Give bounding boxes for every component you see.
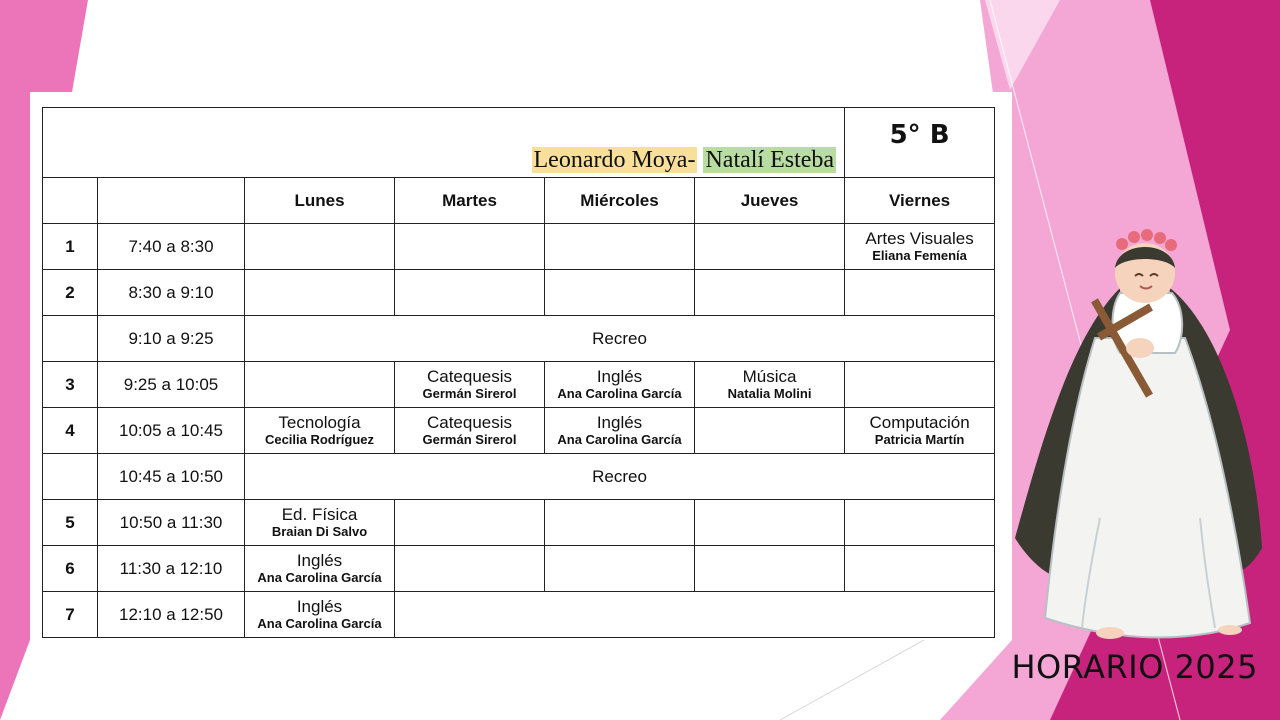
class-cell <box>695 362 845 408</box>
class-cell <box>245 546 395 592</box>
empty-cell <box>98 178 245 224</box>
table-header-row <box>43 108 995 178</box>
teacher-name: Cecilia Rodríguez <box>264 432 375 447</box>
period-time: 11:30 a 12:10 <box>98 546 245 592</box>
table-row <box>43 454 995 500</box>
teacher-name: Eliana Femenía <box>872 248 967 263</box>
table-row <box>43 408 995 454</box>
class-cell <box>545 224 695 270</box>
period-time: 10:05 a 10:45 <box>98 408 245 454</box>
class-cell <box>245 592 395 638</box>
teacher-name-2: Natalí Esteba <box>705 147 835 173</box>
table-row <box>43 546 995 592</box>
day-header-lunes: Lunes <box>245 178 395 224</box>
day-header-martes: Martes <box>395 178 545 224</box>
class-cell <box>245 408 395 454</box>
table-row <box>43 362 995 408</box>
class-cell <box>545 362 695 408</box>
table-row <box>43 500 995 546</box>
recess-cell: Recreo <box>245 316 995 362</box>
empty-cell <box>43 178 98 224</box>
recess-cell: Recreo <box>245 454 995 500</box>
period-time: 9:25 a 10:05 <box>98 362 245 408</box>
class-cell <box>245 224 395 270</box>
period-time: 12:10 a 12:50 <box>98 592 245 638</box>
period-time: 7:40 a 8:30 <box>98 224 245 270</box>
class-cell <box>695 546 845 592</box>
subject-name: Computación <box>869 413 970 432</box>
period-number: 6 <box>43 546 98 592</box>
teacher-name: Ana Carolina García <box>557 432 682 447</box>
teacher-name: Ana Carolina García <box>257 570 382 585</box>
table-row <box>43 592 995 638</box>
period-time: 10:45 a 10:50 <box>98 454 245 500</box>
class-cell <box>695 224 845 270</box>
subject-name: Artes Visuales <box>865 229 974 248</box>
period-number: 4 <box>43 408 98 454</box>
teacher-name-1: Leonardo Moya- <box>533 147 696 173</box>
table-row <box>43 270 995 316</box>
class-cell <box>395 500 545 546</box>
teachers-names <box>43 108 845 178</box>
teacher-name: Natalia Molini <box>727 386 812 401</box>
subject-name: Inglés <box>296 551 343 570</box>
empty-merged-cell <box>395 592 995 638</box>
class-cell <box>845 408 995 454</box>
page-title: HORARIO 2025 <box>1011 648 1258 686</box>
day-header-jueves: Jueves <box>695 178 845 224</box>
period-number <box>43 316 98 362</box>
class-cell <box>545 546 695 592</box>
class-cell <box>545 500 695 546</box>
period-number: 7 <box>43 592 98 638</box>
day-header-miercoles: Miércoles <box>545 178 695 224</box>
period-time: 8:30 a 9:10 <box>98 270 245 316</box>
table-row <box>43 224 995 270</box>
period-time: 10:50 a 11:30 <box>98 500 245 546</box>
schedule-table <box>42 107 995 638</box>
class-cell <box>245 500 395 546</box>
class-cell <box>395 224 545 270</box>
teacher-name: Ana Carolina García <box>557 386 682 401</box>
period-number: 5 <box>43 500 98 546</box>
class-cell <box>845 224 995 270</box>
grade-label: 5° B <box>845 108 995 178</box>
teacher-name: Ana Carolina García <box>257 616 382 631</box>
class-cell <box>245 270 395 316</box>
subject-name: Inglés <box>596 367 643 386</box>
class-cell <box>695 270 845 316</box>
subject-name: Música <box>742 367 797 386</box>
class-cell <box>845 546 995 592</box>
subject-name: Inglés <box>296 597 343 616</box>
days-row <box>43 178 995 224</box>
class-cell <box>545 408 695 454</box>
subject-name: Tecnología <box>278 413 361 432</box>
table-row <box>43 316 995 362</box>
class-cell <box>845 362 995 408</box>
subject-name: Inglés <box>596 413 643 432</box>
class-cell <box>395 408 545 454</box>
period-number <box>43 454 98 500</box>
class-cell <box>395 546 545 592</box>
period-number: 1 <box>43 224 98 270</box>
class-cell <box>395 362 545 408</box>
class-cell <box>395 270 545 316</box>
saint-illustration <box>1000 218 1270 648</box>
period-number: 3 <box>43 362 98 408</box>
subject-name: Catequesis <box>426 413 513 432</box>
teacher-name: Patricia Martín <box>874 432 965 447</box>
class-cell <box>695 500 845 546</box>
class-cell <box>545 270 695 316</box>
teacher-name: Braian Di Salvo <box>271 524 368 539</box>
subject-name: Ed. Física <box>281 505 358 524</box>
class-cell <box>845 270 995 316</box>
class-cell <box>245 362 395 408</box>
period-time: 9:10 a 9:25 <box>98 316 245 362</box>
teacher-name: Germán Sirerol <box>422 386 517 401</box>
subject-name: Catequesis <box>426 367 513 386</box>
period-number: 2 <box>43 270 98 316</box>
class-cell <box>695 408 845 454</box>
teacher-name: Germán Sirerol <box>422 432 517 447</box>
day-header-viernes: Viernes <box>845 178 995 224</box>
class-cell <box>845 500 995 546</box>
